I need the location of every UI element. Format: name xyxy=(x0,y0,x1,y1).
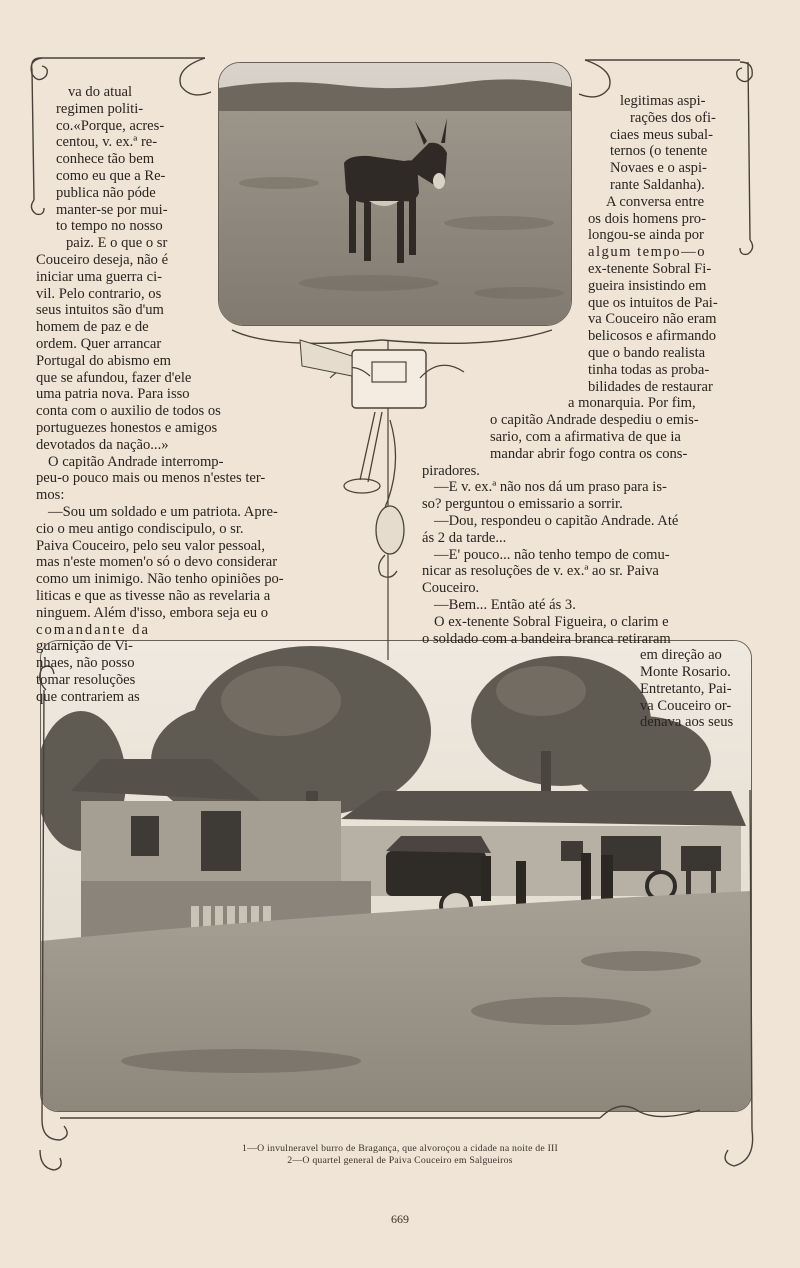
text-line: como um inimigo. Não tenho opiniões po- xyxy=(36,571,284,588)
text-line: tomar resoluções xyxy=(36,671,136,688)
text-line: ex-tenente Sobral Fi- xyxy=(588,260,712,277)
text-line: —Sou um soldado e um patriota. Apre- xyxy=(48,503,278,520)
text-line: publica não póde xyxy=(56,184,156,201)
text-line: seus intuitos são d'um xyxy=(36,302,164,319)
text-line: va Couceiro não eram xyxy=(588,311,717,328)
text-line: algum tempo—o xyxy=(588,244,706,261)
text-line: co.«Porque, acres- xyxy=(56,117,165,134)
text-line: —Dou, respondeu o capitão Andrade. Até xyxy=(434,512,679,529)
text-line: como eu que a Re- xyxy=(56,167,166,184)
text-line: —Bem... Então até ás 3. xyxy=(434,596,576,613)
text-line: Monte Rosario. xyxy=(640,664,731,681)
text-line: Couceiro deseja, não é xyxy=(36,251,169,268)
text-line: o capitão Andrade despediu o emis- xyxy=(490,412,699,429)
text-line: so? perguntou o emissario a sorrir. xyxy=(422,496,623,513)
text-line: portuguezes honestos e amigos xyxy=(36,419,218,436)
text-line: denava aos seus xyxy=(640,714,734,731)
text-line: mos: xyxy=(36,487,65,504)
text-line: comandante da xyxy=(36,621,150,638)
text-line: o soldado com a bandeira branca retiraram xyxy=(422,630,671,647)
text-line: cio o meu antigo condiscipulo, o sr. xyxy=(36,520,244,537)
text-line: regimen politi- xyxy=(56,100,144,117)
text-line: ninguem. Além d'isso, embora seja eu o xyxy=(36,604,269,621)
text-line: gueira insistindo em xyxy=(588,277,707,294)
text-line: Couceiro. xyxy=(422,580,480,597)
text-line: Paiva Couceiro, pelo seu valor pessoal, xyxy=(36,537,265,554)
text-line: va Couceiro or- xyxy=(640,697,732,714)
text-line: va do atual xyxy=(68,84,133,100)
text-line: longou-se ainda por xyxy=(588,227,704,244)
article-right-column xyxy=(418,93,756,731)
text-line: peu-o pouco mais ou menos n'estes ter- xyxy=(36,470,266,487)
text-line: ciaes meus subal- xyxy=(610,126,713,143)
text-line: que contrariem as xyxy=(36,688,140,705)
text-line: homem de paz e de xyxy=(36,319,149,336)
text-line: Portugal do abismo em xyxy=(36,352,171,369)
text-line: ordem. Quer arrancar xyxy=(36,335,162,352)
text-line: ternos (o tenente xyxy=(610,143,708,160)
article-left-column xyxy=(36,84,354,705)
text-line: ás 2 da tarde... xyxy=(422,529,507,546)
text-line: Entretanto, Pai- xyxy=(640,680,732,697)
text-line: mas n'este momen'o só o devo considerar xyxy=(36,554,278,571)
text-line: sario, com a afirmativa de que ia xyxy=(490,428,681,445)
text-line: piradores. xyxy=(422,462,480,479)
text-line: mandar abrir fogo contra os cons- xyxy=(490,445,688,462)
text-line: em direção ao xyxy=(640,647,722,664)
text-line: conta com o auxilio de todos os xyxy=(36,403,221,420)
text-line: tinha todas as proba- xyxy=(588,361,710,378)
text-line: nicar as resoluções de v. ex.ª ao sr. Paiva xyxy=(422,563,659,580)
text-line: O capitão Andrade interromp- xyxy=(48,453,224,470)
text-line: guarnição de Vi- xyxy=(36,638,133,655)
text-line: que o bando realista xyxy=(588,344,706,361)
text-line: —E' pouco... não tenho tempo de comu- xyxy=(434,546,670,563)
caption-line-1: 1—O invulneravel burro de Bragança, que alvoroçou a cidade na noite de III xyxy=(242,1143,558,1154)
text-line: legitimas aspi- xyxy=(620,93,706,109)
text-line: Novaes e o aspi- xyxy=(610,160,707,177)
text-line: iniciar uma guerra ci- xyxy=(36,268,163,285)
text-line: que se afundou, fazer d'ele xyxy=(36,369,192,386)
text-line: a monarquia. Por fim, xyxy=(568,395,696,412)
text-line: A conversa entre xyxy=(606,193,705,210)
text-line: que os intuitos de Pai- xyxy=(588,294,718,311)
text-line: manter-se por mui- xyxy=(56,201,168,218)
text-line: os dois homens pro- xyxy=(588,210,706,227)
text-line: centou, v. ex.ª re- xyxy=(56,134,158,151)
photo-captions xyxy=(120,1143,680,1167)
text-line: to tempo no nosso xyxy=(56,218,163,235)
text-line: uma patria nova. Para isso xyxy=(36,386,190,403)
text-line: nhaes, não posso xyxy=(36,655,135,672)
page-number: 669 xyxy=(391,1212,409,1226)
text-line: devotados da nação...» xyxy=(36,436,169,453)
text-line: belicosos e afirmando xyxy=(588,328,717,345)
caption-line-2: 2—O quartel general de Paiva Couceiro em Salgueiros xyxy=(287,1155,513,1166)
text-line: paiz. E o que o sr xyxy=(66,235,168,252)
text-line: liticas e que as tivesse não as revelaria a xyxy=(36,587,271,604)
text-line: rante Saldanha). xyxy=(610,176,705,193)
text-line: vil. Pelo contrario, os xyxy=(36,285,162,302)
text-line: —E v. ex.ª não nos dá um praso para is- xyxy=(434,479,667,496)
text-line: rações dos ofi- xyxy=(630,109,716,126)
text-line: bilidades de restaurar xyxy=(588,378,713,395)
text-line: conhece tão bem xyxy=(56,151,155,168)
text-line: O ex-tenente Sobral Figueira, o clarim e xyxy=(434,613,669,630)
